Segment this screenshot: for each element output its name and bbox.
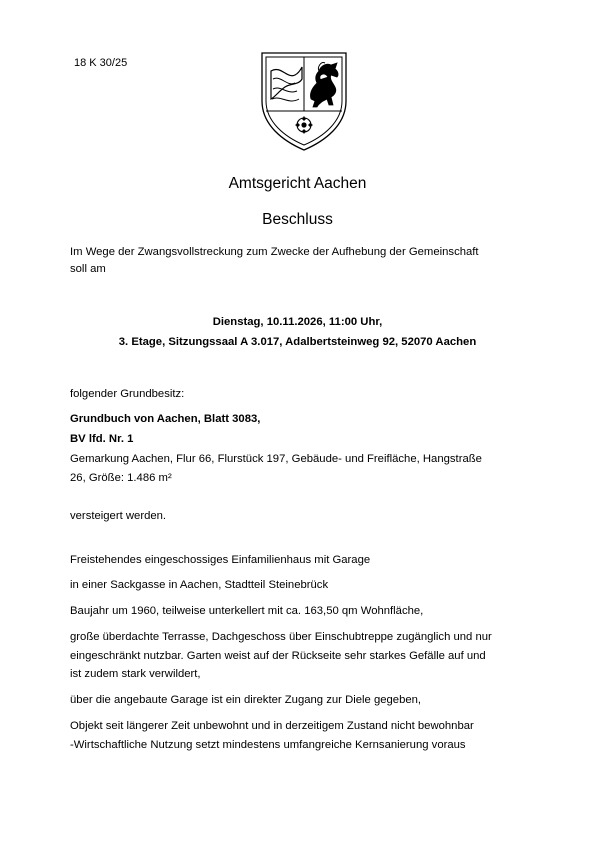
intro-paragraph [70,244,530,278]
detail-line: große überdachte Terrasse, Dachgeschoss über Einschubtreppe zugänglich und nur [70,631,492,643]
detail-line: -Wirtschaftliche Nutzung setzt mindestens umfangreiche Kernsanierung voraus [70,739,466,751]
register-entry: BV lfd. Nr. 1 [70,433,134,445]
document-type: Beschluss [262,211,333,228]
property-description-line: 26, Größe: 1.486 m² [70,472,172,484]
intro-line: soll am [70,263,106,275]
detail-line: in einer Sackgasse in Aachen, Stadtteil Steinebrück [70,579,329,591]
detail-line: Freistehendes eingeschossiges Einfamilienhaus mit Garage [70,554,371,566]
land-register: Grundbuch von Aachen, Blatt 3083, [70,413,261,425]
appointment-location: 3. Etage, Sitzungssaal A 3.017, Adalbertsteinweg 92, 52070 Aachen [118,336,477,348]
case-number: 18 K 30/25 [74,57,128,69]
detail-line: Objekt seit längerer Zeit unbewohnt und in derzeitigem Zustand nicht bewohnbar [70,720,474,732]
intro-line: Im Wege der Zwangsvollstreckung zum Zwecke der Aufhebung der Gemeinschaft [70,246,479,258]
property-description-line: Gemarkung Aachen, Flur 66, Flurstück 197, Gebäude- und Freifläche, Hangstraße [70,453,482,465]
nrw-coat-of-arms-icon [259,49,349,153]
property-closing: versteigert werden. [70,510,167,522]
court-name: Amtsgericht Aachen [228,175,367,192]
appointment-date-time: Dienstag, 10.11.2026, 11:00 Uhr, [212,316,383,328]
property-label: folgender Grundbesitz: [70,388,185,400]
detail-line: über die angebaute Garage ist ein direkter Zugang zur Diele gegeben, [70,694,422,706]
detail-line: Baujahr um 1960, teilweise unterkellert mit ca. 163,50 qm Wohnfläche, [70,605,424,617]
detail-line: ist zudem stark verwildert, [70,668,201,680]
detail-line: eingeschränkt nutzbar. Garten weist auf der Rückseite sehr starkes Gefälle auf und [70,650,486,662]
